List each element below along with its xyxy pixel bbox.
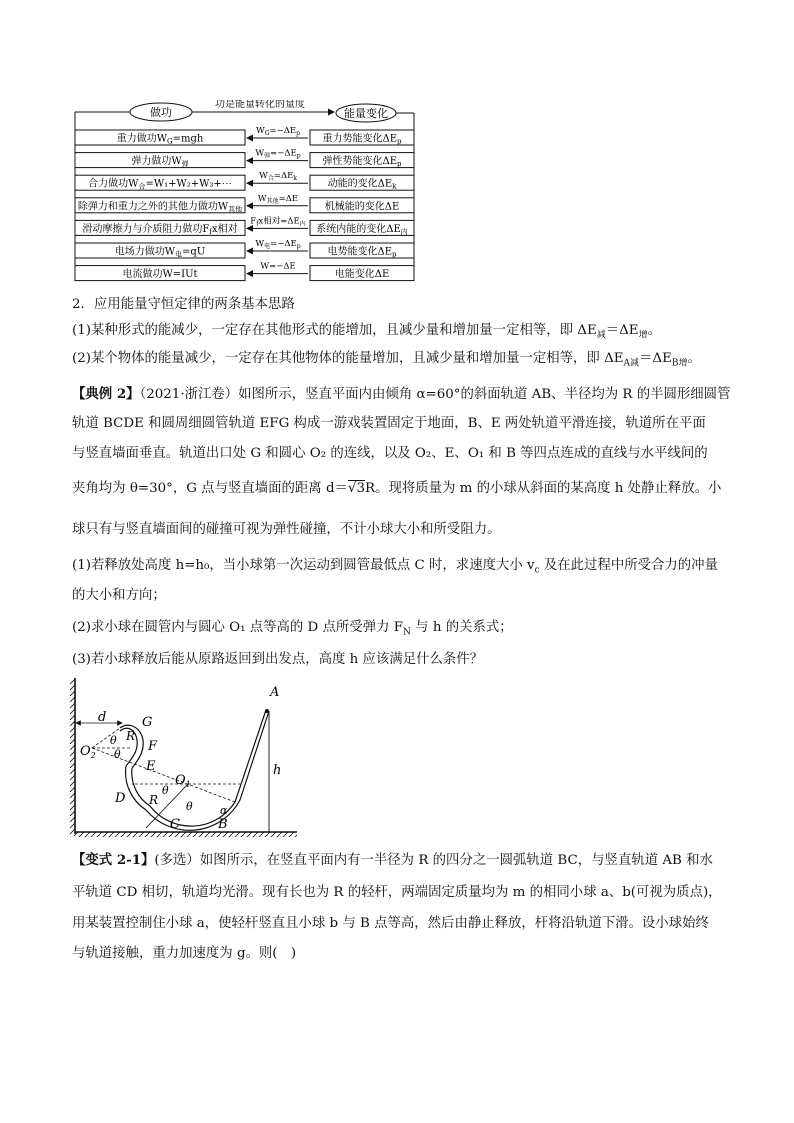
label-R-large: R: [149, 793, 159, 807]
paragraph-2: (2)某个物体的能量减少，一定存在其他物体的能量增加，且减少量和增加量一定相等，即 $\Delta E_{A减}=\Delta E_{B增}$。: [72, 351, 701, 369]
flow-right-label: 重力势能变化$\Delta E_p$: [322, 133, 402, 146]
label-B: B: [218, 817, 228, 832]
flow-right-label: 动能的变化$\Delta E_k$: [327, 178, 397, 191]
flow-top-right: 能量变化: [344, 107, 388, 120]
label-D: D: [115, 791, 126, 806]
flow-top-left: 做功: [150, 106, 172, 119]
flow-arrow-label: $F_fx$相对$=\Delta E_内$: [250, 216, 306, 228]
flow-arrow-label: W=−ΔE: [260, 261, 296, 272]
flow-left-label: 重力做功$W_G=mgh$: [116, 133, 204, 146]
flow-left-label: 滑动摩擦力与介质阻力做功$F_fx$相对: [82, 223, 238, 236]
flow-right-label: 弹性势能变化$\Delta E_p$: [322, 156, 402, 169]
flow-arrow-label: $W_合=\Delta E_k$: [259, 171, 297, 183]
label-alpha: α: [220, 804, 228, 817]
label-O2: $O_2$: [80, 744, 96, 760]
flow-right-label: 电势能变化$\Delta E_p$: [327, 246, 397, 259]
incline-track: [235, 710, 266, 802]
variant-tag: 【变式 2-1】: [72, 852, 155, 868]
flow-left-label: 电场力做功$W_电=qU$: [114, 246, 206, 259]
label-R-small: R: [126, 729, 136, 743]
label-theta-4: θ: [186, 800, 193, 813]
label-A: A: [270, 685, 280, 700]
paragraph-1: (1)某种形式的能减少，一定存在其他形式的能增加，且减少量和增加量一定相等，即 $\Delta E_减=\Delta E_增$。: [72, 323, 661, 341]
flow-right-label: 系统内能的变化$\Delta E_内$: [316, 223, 408, 236]
label-theta-1: θ: [110, 734, 117, 747]
section-heading: 2．应用能量守恒定律的两条基本思路: [72, 297, 295, 312]
question-2: (2)求小球在圆管内与圆心 O₁ 点等高的 D 点所受弹力 $F_N$ 与 h 的关系式；: [72, 620, 513, 638]
example-tag: 【典例 2】: [72, 386, 140, 402]
question-1-line-2: 的大小和方向；: [72, 588, 166, 603]
flow-top-middle: 功是能量转化的量度: [215, 100, 305, 110]
flow-arrow-label: $W_电=-\Delta E_p$: [255, 239, 301, 250]
flow-arrow-label: $W_G=-\Delta E_p$: [256, 126, 300, 137]
example-line-1: 【典例 2】（2021·浙江卷）如图所示，竖直平面内由倾角 α=60°的斜面轨道 AB、半径均为 R 的半圆形细圆管: [72, 386, 731, 402]
label-theta-2: θ: [114, 748, 121, 761]
example-line-5: 球只有与竖直墙面间的碰撞可视为弹性碰撞，不计小球大小和所受阻力。: [72, 522, 501, 537]
label-h: h: [273, 763, 282, 778]
example-line-2: 轨道 BCDE 和圆周细圆管轨道 EFG 构成一游戏装置固定于地面，B、E 两处轨道平滑连接，轨道所在平面: [72, 416, 706, 431]
label-E: E: [146, 759, 156, 774]
flow-left-label: 除弹力和重力之外的其他力做功$W_{其他}$: [77, 201, 243, 214]
label-O1: $O_1$: [175, 773, 191, 789]
question-1-line-1: (1)若释放处高度 h=h₀，当小球第一次运动到圆管最低点 C 时，求速度大小 $v_c$ 及在此过程中所受合力的冲量: [72, 558, 718, 576]
flow-right-label: 电能变化ΔE: [334, 269, 390, 281]
flow-right-label: 机械能的变化ΔE: [324, 201, 400, 213]
flow-left-label: 电流做功W=IUt: [122, 269, 198, 281]
flow-left-label: 弹力做功$W_弹$: [131, 156, 189, 169]
label-F: F: [148, 739, 158, 754]
label-C: C: [170, 817, 180, 832]
example-line-3: 与竖直墙面垂直。轨道出口处 G 和圆心 O₂ 的连线，以及 O₂、E、O₁ 和 B 等四点连成的直线与水平线间的: [72, 446, 708, 461]
variant-line-1: 【变式 2-1】(多选）如图所示，在竖直平面内有一半径为 R 的四分之一圆弧轨道 BC，与竖直轨道 AB 和水: [72, 852, 713, 868]
question-3: (3)若小球释放后能从原路返回到出发点，高度 h 应该满足什么条件？: [72, 652, 484, 667]
variant-line-2: 平轨道 CD 相切，轨道均光滑。现有长也为 R 的轻杆，两端固定质量均为 m 的相同小球 a、b(可视为质点)，: [72, 885, 722, 900]
energy-flowchart: [70, 100, 420, 288]
label-d: d: [98, 710, 107, 725]
variant-line-4: 与轨道接触，重力加速度为 g。则( ): [72, 946, 297, 961]
flow-left-label: 合力做功$W_合=W_1+W_2+W_3+\cdots$: [88, 178, 232, 191]
label-G: G: [142, 715, 153, 730]
flow-arrow-label: $W_弹=-\Delta E_p$: [255, 148, 301, 160]
flow-arrow-label: $W_{其他}=\Delta E$: [257, 193, 299, 205]
track-figure: [70, 678, 300, 838]
example-line-4: 夹角均为 θ=30°，G 点与竖直墙面的距离 d＝√3R。现将质量为 m 的小球从斜面的某高度 h 处静止释放。小: [72, 481, 722, 496]
ball-A: [265, 709, 269, 713]
variant-line-3: 用某装置控制住小球 a，使轻杆竖直且小球 b 与 B 点等高，然后由静止释放，杆将沿轨道下滑。设小球始终: [72, 916, 709, 931]
label-theta-3: θ: [162, 784, 169, 797]
